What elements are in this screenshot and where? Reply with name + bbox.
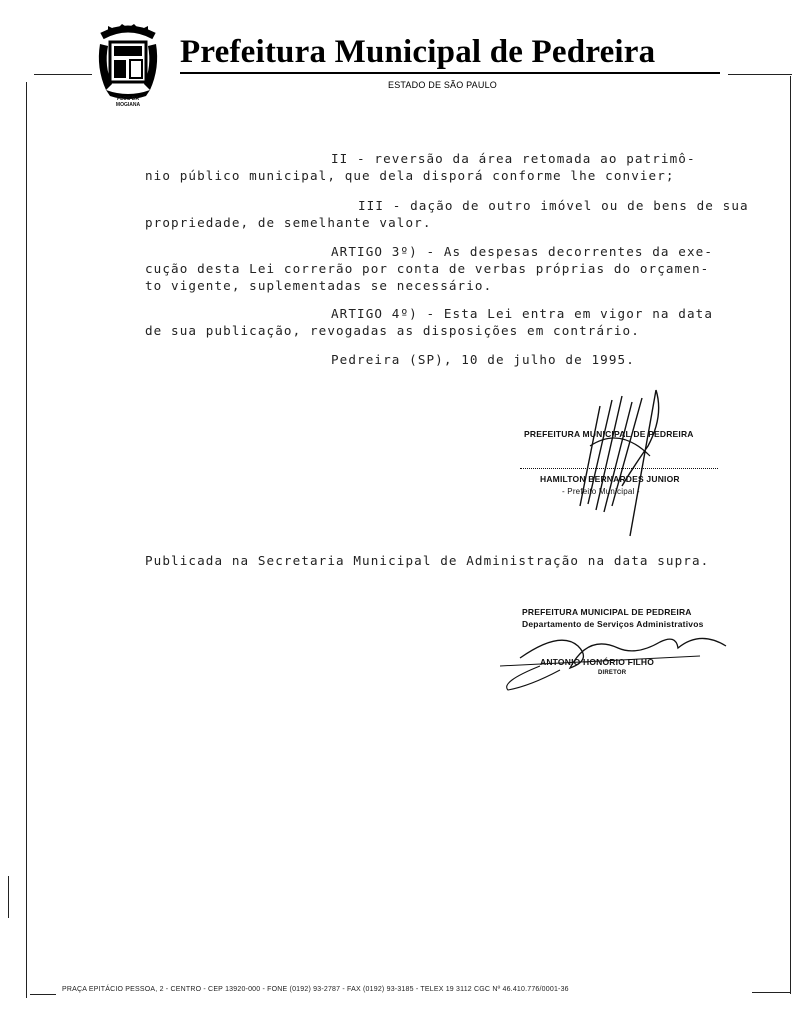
date-line: Pedreira (SP), 10 de julho de 1995. <box>331 352 635 367</box>
art3-line-3: to vigente, suplementadas se necessário. <box>145 278 493 293</box>
art4-line-2: de sua publicação, revogadas as disposições em contrário. <box>145 323 640 338</box>
para-iii-line-2: propriedade, de semelhante valor. <box>145 215 432 230</box>
art3-line-1: ARTIGO 3º) - As despesas decorrentes da exe- <box>331 244 714 259</box>
director-name: ANTONIO HONÓRIO FILHO <box>540 657 655 667</box>
mayor-role: - Prefeito Municipal - <box>562 487 640 496</box>
crest-motto <box>96 96 160 108</box>
publication-note: Publicada na Secretaria Municipal de Administração na data supra. <box>145 553 710 568</box>
frame-bottom-left-line <box>30 994 56 995</box>
footer-address: PRAÇA EPITÁCIO PESSOA, 2 - CENTRO - CEP 13920-000 - FONE (0192) 93-2787 - FAX (0192) 93-3185 - TELEX 19 3112 CGC Nº 46.410.776/0001-36 <box>62 986 569 993</box>
title-rule <box>180 72 720 74</box>
director-role: DIRETOR <box>598 670 627 676</box>
para-ii-line-1: II - reversão da área retomada ao patrimô- <box>331 151 696 166</box>
art3-line-2: cução desta Lei correrão por conta de verbas próprias do orçamen- <box>145 261 710 276</box>
mayor-handwritten-signature <box>560 386 670 546</box>
frame-top-left-line <box>34 74 92 75</box>
crest-motto-line-1: FLOS DA <box>117 96 139 102</box>
frame-top-right-line <box>728 74 792 75</box>
frame-bottom-right-line <box>752 992 790 993</box>
mayor-stamp-header: PREFEITURA MUNICIPAL DE PEDREIRA <box>524 429 694 439</box>
para-ii-line-2: nio público municipal, que dela disporá conforme lhe convier; <box>145 168 675 183</box>
mayor-name: HAMILTON BERNARDES JUNIOR <box>540 474 680 484</box>
frame-left-line <box>26 82 27 998</box>
para-iii-line-1: III - dação de outro imóvel ou de bens de sua <box>358 198 749 213</box>
director-stamp-line-2: Departamento de Serviços Administrativos <box>522 619 704 629</box>
crest-motto-line-2: MOGIANA <box>115 102 141 108</box>
art4-line-1: ARTIGO 4º) - Esta Lei entra em vigor na data <box>331 306 714 321</box>
frame-right-line <box>790 76 791 994</box>
margin-mark <box>8 876 9 918</box>
director-stamp-line-1: PREFEITURA MUNICIPAL DE PEDREIRA <box>522 607 692 617</box>
letterhead-state: ESTADO DE SÃO PAULO <box>388 80 497 90</box>
letterhead-title: Prefeitura Municipal de Pedreira <box>180 34 656 70</box>
